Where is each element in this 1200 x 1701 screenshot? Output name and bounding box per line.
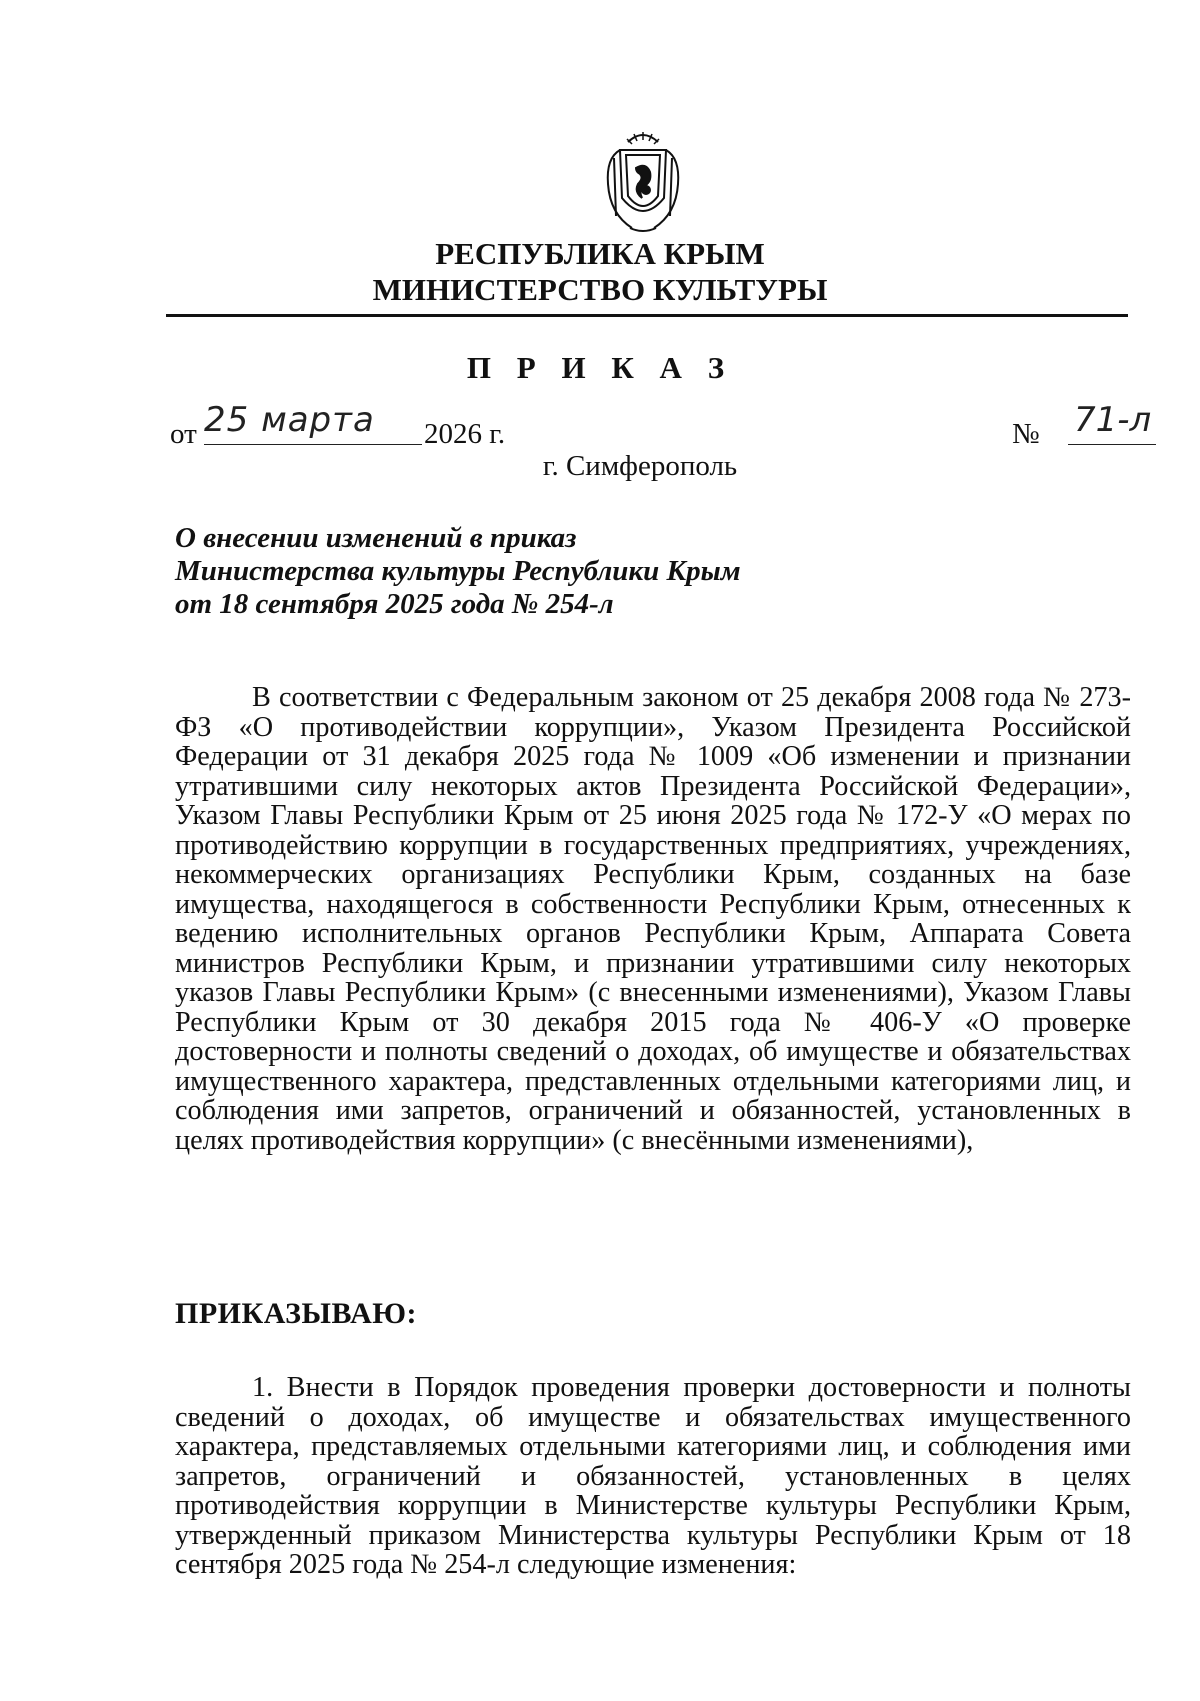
document-title: П Р И К А З xyxy=(466,350,734,385)
subject-line-1: О внесении изменений в приказ xyxy=(175,522,577,554)
number-prefix: № xyxy=(1012,418,1040,450)
header-ministry: МИНИСТЕРСТВО КУЛЬТУРЫ xyxy=(372,272,828,307)
preamble-paragraph: В соответствии с Федеральным законом от 25 декабря 2008 года № 273-ФЗ «О противодействии коррупции», Указом Президента Российской Федерации от 31 декабря 2025 года № 1009 «Об изменении и признании утратившими силу некоторых актов Президента Российской Федерации», Указом Главы Республики Крым от 25 июня 2025 года № 172-У «О мерах по противодействию коррупции в государственных предприятиях, учреждениях, некоммерческих организациях Республики Крым, созданных на базе имущества, находящегося в собственности Республики Крым, отнесенных к ведению исполнительных органов Республики Крым, Аппарата Совета министров Республики Крым, и признании утратившими силу некоторых указов Главы Республики Крым» (с внесенными изменениями), Указом Главы Республики Крым от 30 декабря 2015 года № 406-У «О проверке достоверности и полноты сведений о доходах, об имуществе и обязательствах имущественного характера, представленных отдельными категориями лиц, и соблюдения ими запретов, ограничений и обязанностей, установленных в целях противодействия коррупции» (с внесёнными изменениями), xyxy=(175,682,1131,1156)
date-year: 2026 г. xyxy=(424,418,506,450)
header-divider xyxy=(166,314,1128,317)
document-subject xyxy=(175,522,741,621)
subject-line-3: от 18 сентября 2025 года № 254-л xyxy=(175,588,614,620)
city: г. Симферополь xyxy=(542,450,738,482)
number-underline xyxy=(1068,444,1156,445)
item-1-paragraph: 1. Внести в Порядок проведения проверки достоверности и полноты сведений о доходах, об имуществе и обязательствах имущественного характера, представляемых отдельными категориями лиц, и соблюдения ими запретов, ограничений и обязанностей, установленных в целях противодействия коррупции в Министерстве культуры Республики Крым, утвержденный приказом Министерства культуры Республики Крым от 18 сентября 2025 года № 254-л следующие изменения: xyxy=(175,1372,1131,1580)
number-handwritten: 71-л xyxy=(1074,400,1152,440)
subject-line-2: Министерства культуры Республики Крым xyxy=(175,555,741,587)
date-handwritten: 25 марта xyxy=(204,400,375,440)
date-underline xyxy=(204,444,422,445)
header-republic: РЕСПУБЛИКА КРЫМ xyxy=(435,236,765,271)
order-word: ПРИКАЗЫВАЮ: xyxy=(175,1297,418,1330)
date-prefix: от xyxy=(170,418,197,450)
crimea-coat-of-arms-icon xyxy=(590,128,696,238)
